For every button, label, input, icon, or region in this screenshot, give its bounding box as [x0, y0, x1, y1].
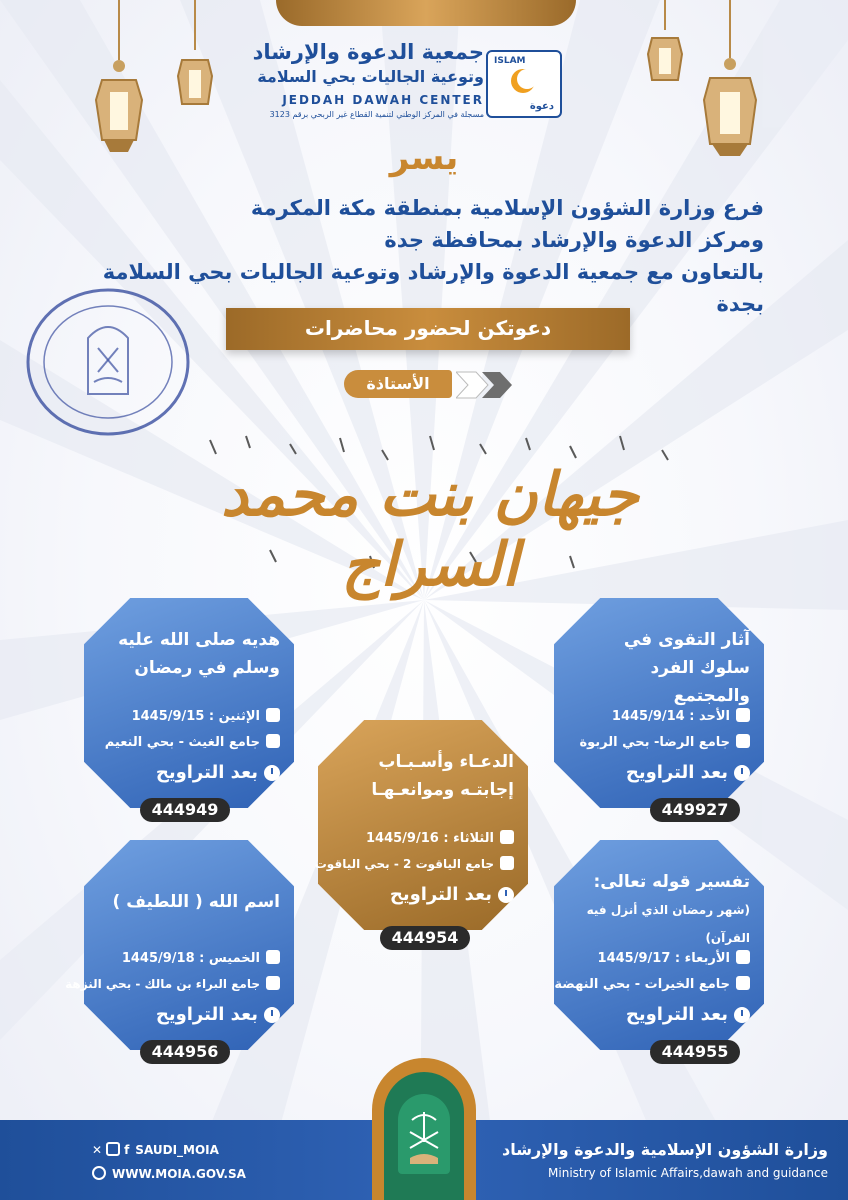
- official-stamp-icon: [22, 282, 194, 442]
- lecture-location-row: [314, 856, 514, 871]
- lecture-title-line-2: (شهر رمضان الذي أنزل فيه القرآن): [586, 903, 750, 945]
- intro-line-2: ومركز الدعوة والإرشاد بمحافظة جدة: [384, 228, 764, 252]
- mosque-icon: [266, 976, 280, 990]
- social-handle[interactable]: SAUDI_MOIA: [135, 1143, 219, 1157]
- intro-line-1: فرع وزارة الشؤون الإسلامية بمنطقة مكة المكرمة: [250, 196, 764, 220]
- lecture-time: بعد التراويح: [155, 1004, 258, 1025]
- lecture-date: الثلاثاء : 1445/9/16: [365, 831, 494, 846]
- lecture-card-3: [314, 720, 528, 930]
- mosque-icon: [736, 976, 750, 990]
- invitation-text: دعوتكن لحضور محاضرات: [304, 316, 552, 340]
- yasur-heading: يسر: [389, 138, 459, 178]
- lecture-title-line-1: تفسير قوله تعالى:: [593, 872, 750, 892]
- lecture-card-5: [65, 840, 294, 1050]
- lecture-code: 444956: [140, 1040, 230, 1064]
- chevron-arrows-icon: [456, 370, 516, 400]
- website-row: [92, 1166, 246, 1181]
- lantern-icon: [170, 0, 220, 130]
- clock-icon: [264, 1007, 280, 1023]
- emblem-inner: [384, 1072, 464, 1200]
- ministry-name-arabic: وزارة الشؤون الإسلامية والدعوة والإرشاد: [502, 1140, 828, 1159]
- lecture-time-row: [94, 1004, 280, 1025]
- speaker-name-calligraphy: [150, 430, 710, 600]
- ministry-emblem-icon: [372, 1058, 476, 1200]
- lecture-title-line-2: وسلم في رمضان: [134, 658, 280, 678]
- lecture-card-4: [554, 840, 764, 1050]
- instagram-icon[interactable]: [106, 1142, 120, 1156]
- calendar-icon: [266, 950, 280, 964]
- lecture-time-row: [564, 1004, 750, 1025]
- lecture-card-2: [84, 598, 294, 808]
- top-gold-tab: [276, 0, 576, 26]
- lecture-title: [570, 626, 750, 710]
- lecture-date: الإثنين : 1445/9/15: [131, 709, 260, 724]
- clock-icon: [734, 765, 750, 781]
- lecture-time: بعد التراويح: [155, 762, 258, 783]
- jeddah-dawah-logo: [252, 40, 570, 132]
- lecture-location-row: [94, 734, 280, 750]
- lecture-date-row: [328, 830, 514, 846]
- intro-line-3: بالتعاون مع جمعية الدعوة والإرشاد وتوعية الجاليات بحي السلامة بجدة: [102, 260, 764, 316]
- ustadha-pill: [344, 370, 452, 398]
- lecture-location: جامع الخيرات - بحي النهضة: [554, 977, 730, 992]
- lecture-time-row: [564, 762, 750, 783]
- lecture-time: بعد التراويح: [389, 884, 492, 905]
- lecture-date: الأربعاء : 1445/9/17: [597, 951, 730, 966]
- logo-english-title: JEDDAH DAWAH CENTER: [282, 93, 484, 107]
- lecture-date-row: [564, 708, 750, 724]
- emblem-core: [398, 1094, 450, 1174]
- globe-icon: [92, 1166, 106, 1180]
- lecture-title-line-2: سلوك الفرد والمجتمع: [650, 658, 750, 706]
- website-link[interactable]: WWW.MOIA.GOV.SA: [112, 1167, 246, 1181]
- badge-arabic-text: دعوة: [529, 101, 554, 112]
- x-icon[interactable]: ✕: [92, 1143, 103, 1157]
- badge-english-text: ISLAM: [494, 56, 526, 66]
- lecture-title-line-1: اسم الله ( اللطيف ): [112, 892, 280, 912]
- lecture-date-row: [564, 950, 750, 966]
- lecture-location-row: [65, 976, 280, 991]
- islam-badge-icon: [486, 50, 562, 118]
- lecture-card-1: [554, 598, 764, 808]
- lecture-date-row: [94, 950, 280, 966]
- lecture-location: جامع الياقوت 2 - بحي الياقوت: [314, 857, 494, 871]
- lecture-time: بعد التراويح: [625, 1004, 728, 1025]
- lantern-icon: [640, 0, 690, 100]
- facebook-icon[interactable]: f: [124, 1143, 130, 1157]
- lecture-title-line-1: الدعـاء وأسـبـاب: [378, 752, 514, 772]
- lecture-date: الأحد : 1445/9/14: [611, 709, 730, 724]
- social-row: [92, 1142, 219, 1157]
- lecture-code: 449927: [650, 798, 740, 822]
- mosque-icon: [266, 734, 280, 748]
- lecture-location: جامع الرضا- بحي الربوة: [579, 735, 730, 750]
- logo-arabic-title: جمعية الدعوة والإرشاد: [252, 40, 484, 64]
- ministry-name-english: Ministry of Islamic Affairs,dawah and guidance: [548, 1166, 828, 1180]
- mosque-icon: [500, 856, 514, 870]
- ustadha-text: الأستاذة: [366, 374, 430, 393]
- calendar-icon: [500, 830, 514, 844]
- calendar-icon: [736, 708, 750, 722]
- mosque-icon: [736, 734, 750, 748]
- lecture-code: 444954: [380, 926, 470, 950]
- lecture-location-row: [554, 976, 750, 992]
- palm-swords-icon: [404, 1108, 444, 1168]
- lecture-title-line-2: إجابتـه وموانعـهـا: [371, 780, 514, 800]
- ustadha-label: [344, 368, 524, 402]
- lecture-title-line-1: هديه صلى الله عليه: [118, 630, 280, 650]
- lecture-time-row: [328, 884, 514, 905]
- logo-registration-text: مسجلة في المركز الوطني لتنمية القطاع غير الربحي برقم 3123: [269, 110, 484, 119]
- logo-arabic-subtitle: وتوعية الجاليات بحي السلامة: [257, 67, 484, 86]
- lecture-date-row: [94, 708, 280, 724]
- lecture-title: [100, 626, 280, 682]
- lecture-date: الخميس : 1445/9/18: [121, 951, 260, 966]
- clock-icon: [498, 887, 514, 903]
- calendar-icon: [736, 950, 750, 964]
- crescent-icon: [508, 66, 538, 96]
- lecture-time: بعد التراويح: [625, 762, 728, 783]
- invitation-banner: [226, 308, 630, 350]
- lecture-location-row: [564, 734, 750, 750]
- lecture-title: [570, 868, 750, 952]
- clock-icon: [734, 1007, 750, 1023]
- lecture-time-row: [94, 762, 280, 783]
- lecture-title: [334, 748, 514, 804]
- lecture-title: [100, 888, 280, 916]
- lecture-location: جامع الغيث - بحي النعيم: [104, 735, 260, 750]
- calendar-icon: [266, 708, 280, 722]
- speaker-name: جيهان بنت محمد السراج: [221, 460, 639, 600]
- lecture-location: جامع البراء بن مالك - بحي النزهة: [65, 977, 260, 991]
- lecture-title-line-1: آثار التقوى في: [623, 630, 750, 650]
- lecture-code: 444949: [140, 798, 230, 822]
- clock-icon: [264, 765, 280, 781]
- lecture-code: 444955: [650, 1040, 740, 1064]
